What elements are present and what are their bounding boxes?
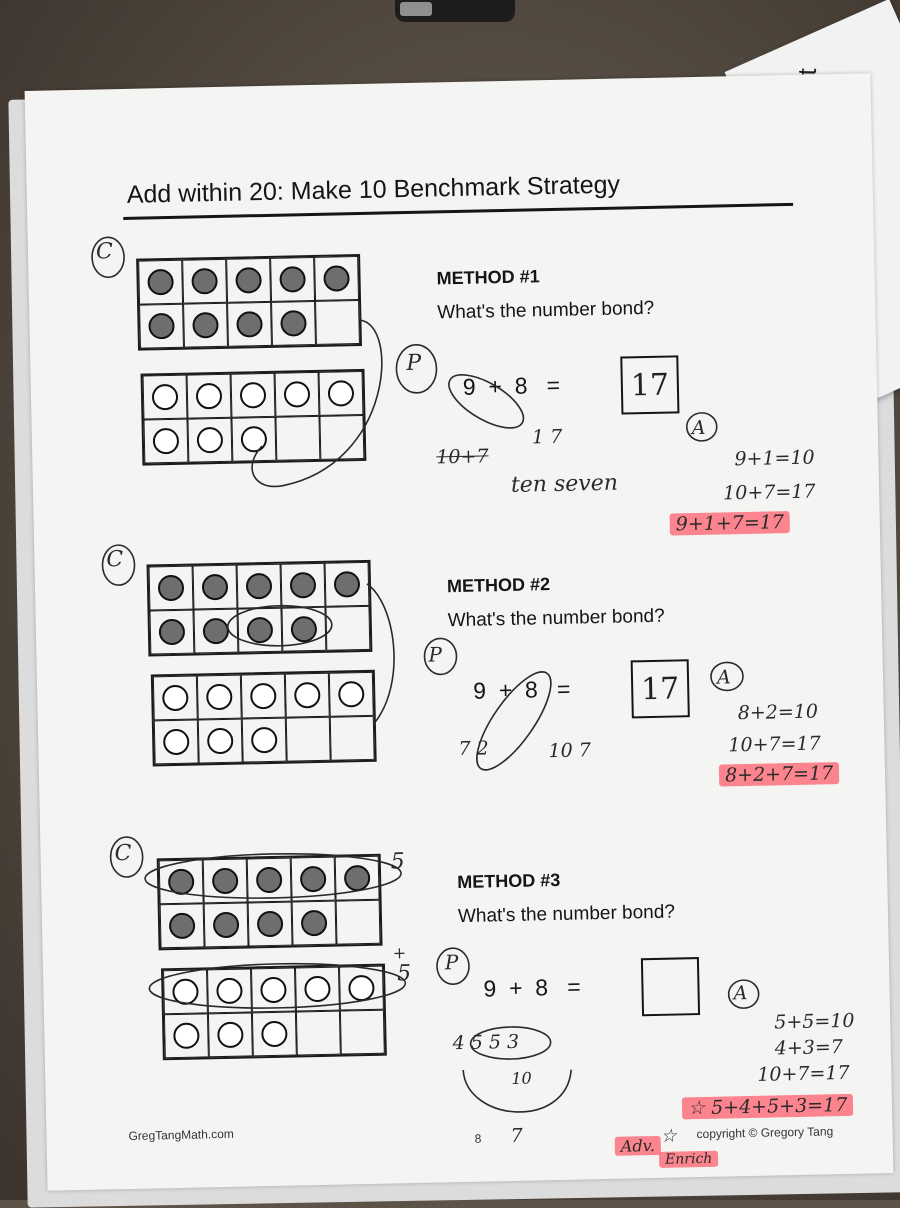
m1-highlighted-answer: 9+1+7=17 bbox=[670, 511, 791, 536]
m3-step-3: 10+7=17 bbox=[757, 1061, 850, 1086]
addend-a: 9 bbox=[483, 975, 497, 1002]
counter-empty bbox=[197, 427, 224, 454]
ten-frame-m1-top bbox=[136, 254, 362, 351]
ten-frame-m1-bottom bbox=[141, 369, 367, 466]
frame-cell bbox=[251, 968, 296, 1013]
counter-filled bbox=[168, 869, 195, 896]
counter-filled bbox=[279, 266, 306, 293]
m3-highlighted-answer: ☆ 5+4+5+3=17 bbox=[682, 1094, 854, 1120]
frame-cell bbox=[138, 260, 183, 305]
frame-cell bbox=[160, 903, 205, 948]
counter-filled bbox=[159, 619, 186, 646]
m3-bond-seven: 7 bbox=[510, 1124, 523, 1148]
method-1-question: What's the number bond? bbox=[437, 297, 655, 324]
frame-cell bbox=[242, 718, 287, 763]
frame-cell-empty bbox=[315, 300, 360, 345]
frame-cell bbox=[241, 674, 286, 719]
counter-filled bbox=[256, 867, 283, 894]
frame-cell bbox=[182, 259, 227, 304]
method-1-answer-box: 17 bbox=[620, 355, 679, 414]
counter-filled bbox=[290, 572, 317, 599]
m1-p-mark: P bbox=[406, 350, 422, 377]
worksheet-title: Add within 20: Make 10 Benchmark Strategy bbox=[126, 170, 621, 209]
frame-cell bbox=[226, 258, 271, 303]
frame-cell bbox=[339, 966, 384, 1011]
frame-cell bbox=[139, 304, 184, 349]
counter-empty bbox=[153, 428, 180, 455]
counter-empty bbox=[260, 977, 287, 1004]
frame-cell bbox=[153, 675, 198, 720]
counter-empty bbox=[163, 729, 190, 756]
frame-cell bbox=[187, 374, 232, 419]
frame-cell bbox=[314, 256, 359, 301]
counter-filled bbox=[212, 868, 239, 895]
plus-sign: + bbox=[488, 373, 503, 400]
frame-cell bbox=[237, 564, 282, 609]
counter-empty bbox=[207, 728, 234, 755]
counter-filled bbox=[280, 310, 307, 337]
method-1-heading: METHOD #1 bbox=[436, 266, 540, 289]
method-2-answer-box: 17 bbox=[631, 659, 690, 718]
addend-b: 8 bbox=[524, 676, 539, 703]
counter-empty bbox=[217, 1022, 244, 1049]
frame-cell bbox=[197, 675, 242, 720]
plus-sign: + bbox=[508, 974, 523, 1002]
m3-corner-mark: C bbox=[114, 840, 132, 867]
counter-filled bbox=[235, 267, 262, 294]
frame-cell bbox=[198, 719, 243, 764]
m3-five-top: 5 bbox=[390, 849, 406, 875]
counter-empty bbox=[328, 380, 355, 407]
counter-filled bbox=[213, 912, 240, 939]
counter-filled bbox=[202, 574, 229, 601]
method-1-equation bbox=[463, 372, 561, 401]
m3-enrich-note: Enrich bbox=[659, 1151, 719, 1168]
footer-copyright: copyright © Gregory Tang bbox=[696, 1124, 834, 1142]
counter-empty bbox=[348, 975, 375, 1002]
frame-cell bbox=[204, 902, 249, 947]
counter-empty bbox=[261, 1021, 288, 1048]
ten-frame-m2-bottom bbox=[151, 670, 377, 767]
m3-five-bottom: 5 bbox=[396, 961, 412, 987]
m2-a-mark: A bbox=[716, 666, 731, 689]
frame-cell bbox=[252, 1011, 297, 1056]
m2-bond-split: 7 2 bbox=[458, 737, 489, 761]
frame-cell-empty bbox=[330, 716, 375, 761]
counter-empty bbox=[251, 727, 278, 754]
frame-cell bbox=[183, 303, 228, 348]
frame-cell bbox=[203, 858, 248, 903]
frame-cell bbox=[154, 719, 199, 764]
m2-p-mark: P bbox=[428, 642, 443, 667]
counter-empty bbox=[162, 685, 189, 712]
m3-adv-note: Adv. bbox=[615, 1136, 661, 1156]
frame-cell bbox=[208, 1012, 253, 1057]
frame-cell bbox=[292, 901, 337, 946]
counter-empty bbox=[152, 384, 179, 411]
m1-step-2: 10+7=17 bbox=[722, 480, 816, 505]
m1-step-1: 9+1=10 bbox=[734, 446, 815, 471]
equals-sign: = bbox=[556, 675, 571, 702]
frame-cell-empty bbox=[336, 900, 381, 945]
frame-cell bbox=[295, 967, 340, 1012]
frame-cell bbox=[281, 607, 326, 652]
frame-cell bbox=[247, 858, 292, 903]
footer-page-number: 8 bbox=[474, 1131, 482, 1146]
frame-cell bbox=[143, 375, 188, 420]
counter-empty bbox=[172, 979, 199, 1006]
ten-frame-m2-top bbox=[147, 560, 373, 657]
counter-filled bbox=[247, 617, 274, 644]
method-2-equation bbox=[473, 676, 571, 705]
frame-cell bbox=[149, 610, 194, 655]
m2-bond-tail: 10 7 bbox=[548, 739, 592, 763]
m3-plus-mark: + bbox=[392, 943, 407, 963]
counter-filled bbox=[301, 910, 328, 937]
frame-cell bbox=[275, 372, 320, 417]
counter-empty bbox=[284, 381, 311, 408]
counter-filled bbox=[158, 575, 185, 602]
worksheet-page bbox=[25, 73, 894, 1190]
addend-a: 9 bbox=[462, 373, 476, 400]
counter-filled bbox=[291, 616, 318, 643]
m2-highlighted-answer: 8+2+7=17 bbox=[719, 762, 840, 787]
counter-filled bbox=[192, 312, 219, 339]
frame-cell-empty bbox=[340, 1010, 385, 1055]
frame-cell bbox=[227, 302, 272, 347]
frame-cell bbox=[291, 857, 336, 902]
frame-cell bbox=[325, 562, 370, 607]
footer-site: GregTangMath.com bbox=[128, 1126, 234, 1144]
star-icon: ☆ bbox=[660, 1125, 677, 1147]
frame-cell-empty bbox=[296, 1011, 341, 1056]
method-2-question: What's the number bond? bbox=[447, 605, 665, 632]
frame-cell bbox=[163, 969, 208, 1014]
counter-empty bbox=[196, 383, 223, 410]
m1-crossed-out: 10+7 bbox=[436, 445, 489, 469]
frame-cell bbox=[231, 417, 276, 462]
counter-empty bbox=[250, 683, 277, 710]
m1-a-mark: A bbox=[691, 416, 706, 440]
addend-b: 8 bbox=[534, 974, 549, 1001]
method-3-heading: METHOD #3 bbox=[457, 869, 561, 893]
m3-bond-ten: 10 bbox=[511, 1068, 532, 1088]
method-3-question: What's the number bond? bbox=[457, 901, 676, 928]
ten-frame-m3-bottom bbox=[161, 964, 387, 1061]
m3-a-mark: A bbox=[733, 982, 748, 1005]
m2-corner-mark: C bbox=[106, 547, 124, 573]
counter-empty bbox=[241, 426, 268, 453]
frame-cell-empty bbox=[286, 717, 331, 762]
m3-step-1: 5+5=10 bbox=[774, 1009, 855, 1034]
addend-a: 9 bbox=[472, 677, 487, 704]
frame-cell-empty bbox=[275, 416, 320, 461]
pen-tip bbox=[400, 2, 432, 16]
method-3-equation bbox=[483, 974, 581, 1003]
frame-cell bbox=[159, 859, 204, 904]
frame-cell-empty bbox=[325, 606, 370, 651]
m2-step-1: 8+2=10 bbox=[737, 700, 819, 725]
m2-step-2: 10+7=17 bbox=[728, 732, 821, 757]
counter-filled bbox=[203, 618, 230, 645]
m3-bond-split: 4 5 5 3 bbox=[452, 1030, 520, 1055]
frame-cell bbox=[193, 565, 238, 610]
counter-filled bbox=[148, 313, 175, 340]
plus-sign: + bbox=[498, 676, 513, 704]
frame-cell bbox=[319, 371, 364, 416]
counter-filled bbox=[147, 269, 174, 296]
addend-b: 8 bbox=[514, 372, 528, 399]
frame-cell bbox=[193, 609, 238, 654]
frame-cell bbox=[143, 419, 188, 464]
frame-cell-empty bbox=[319, 415, 364, 460]
m3-step-2: 4+3=7 bbox=[774, 1036, 844, 1060]
method-2-heading: METHOD #2 bbox=[446, 574, 551, 597]
frame-cell bbox=[237, 608, 282, 653]
counter-empty bbox=[216, 978, 243, 1005]
counter-filled bbox=[236, 311, 263, 338]
frame-cell bbox=[207, 968, 252, 1013]
counter-filled bbox=[334, 571, 361, 598]
counter-empty bbox=[294, 682, 321, 709]
frame-cell bbox=[335, 856, 380, 901]
counter-empty bbox=[338, 681, 365, 708]
frame-cell bbox=[187, 418, 232, 463]
ten-frame-m3-top bbox=[157, 854, 383, 951]
frame-cell bbox=[149, 566, 194, 611]
frame-cell bbox=[281, 563, 326, 608]
m1-note: ten seven bbox=[510, 470, 619, 498]
counter-filled bbox=[169, 913, 196, 940]
counter-empty bbox=[304, 976, 331, 1003]
method-3-answer-box bbox=[641, 957, 700, 1016]
m1-bond-split: 1 7 bbox=[531, 425, 563, 449]
counter-empty bbox=[206, 684, 233, 711]
m1-corner-mark: C bbox=[95, 239, 114, 265]
counter-empty bbox=[173, 1023, 200, 1050]
equals-sign: = bbox=[546, 371, 561, 399]
counter-filled bbox=[257, 911, 284, 938]
frame-cell bbox=[231, 373, 276, 418]
frame-cell bbox=[164, 1013, 209, 1058]
frame-cell bbox=[271, 301, 316, 346]
m3-p-mark: P bbox=[444, 950, 459, 975]
frame-cell bbox=[248, 902, 293, 947]
counter-filled bbox=[191, 268, 218, 295]
counter-filled bbox=[344, 865, 371, 892]
counter-filled bbox=[246, 573, 273, 600]
equals-sign: = bbox=[566, 973, 581, 1000]
counter-filled bbox=[300, 866, 327, 893]
frame-cell bbox=[270, 257, 315, 302]
frame-cell bbox=[329, 672, 374, 717]
frame-cell bbox=[285, 673, 330, 718]
counter-empty bbox=[240, 382, 267, 409]
counter-filled bbox=[323, 265, 350, 292]
